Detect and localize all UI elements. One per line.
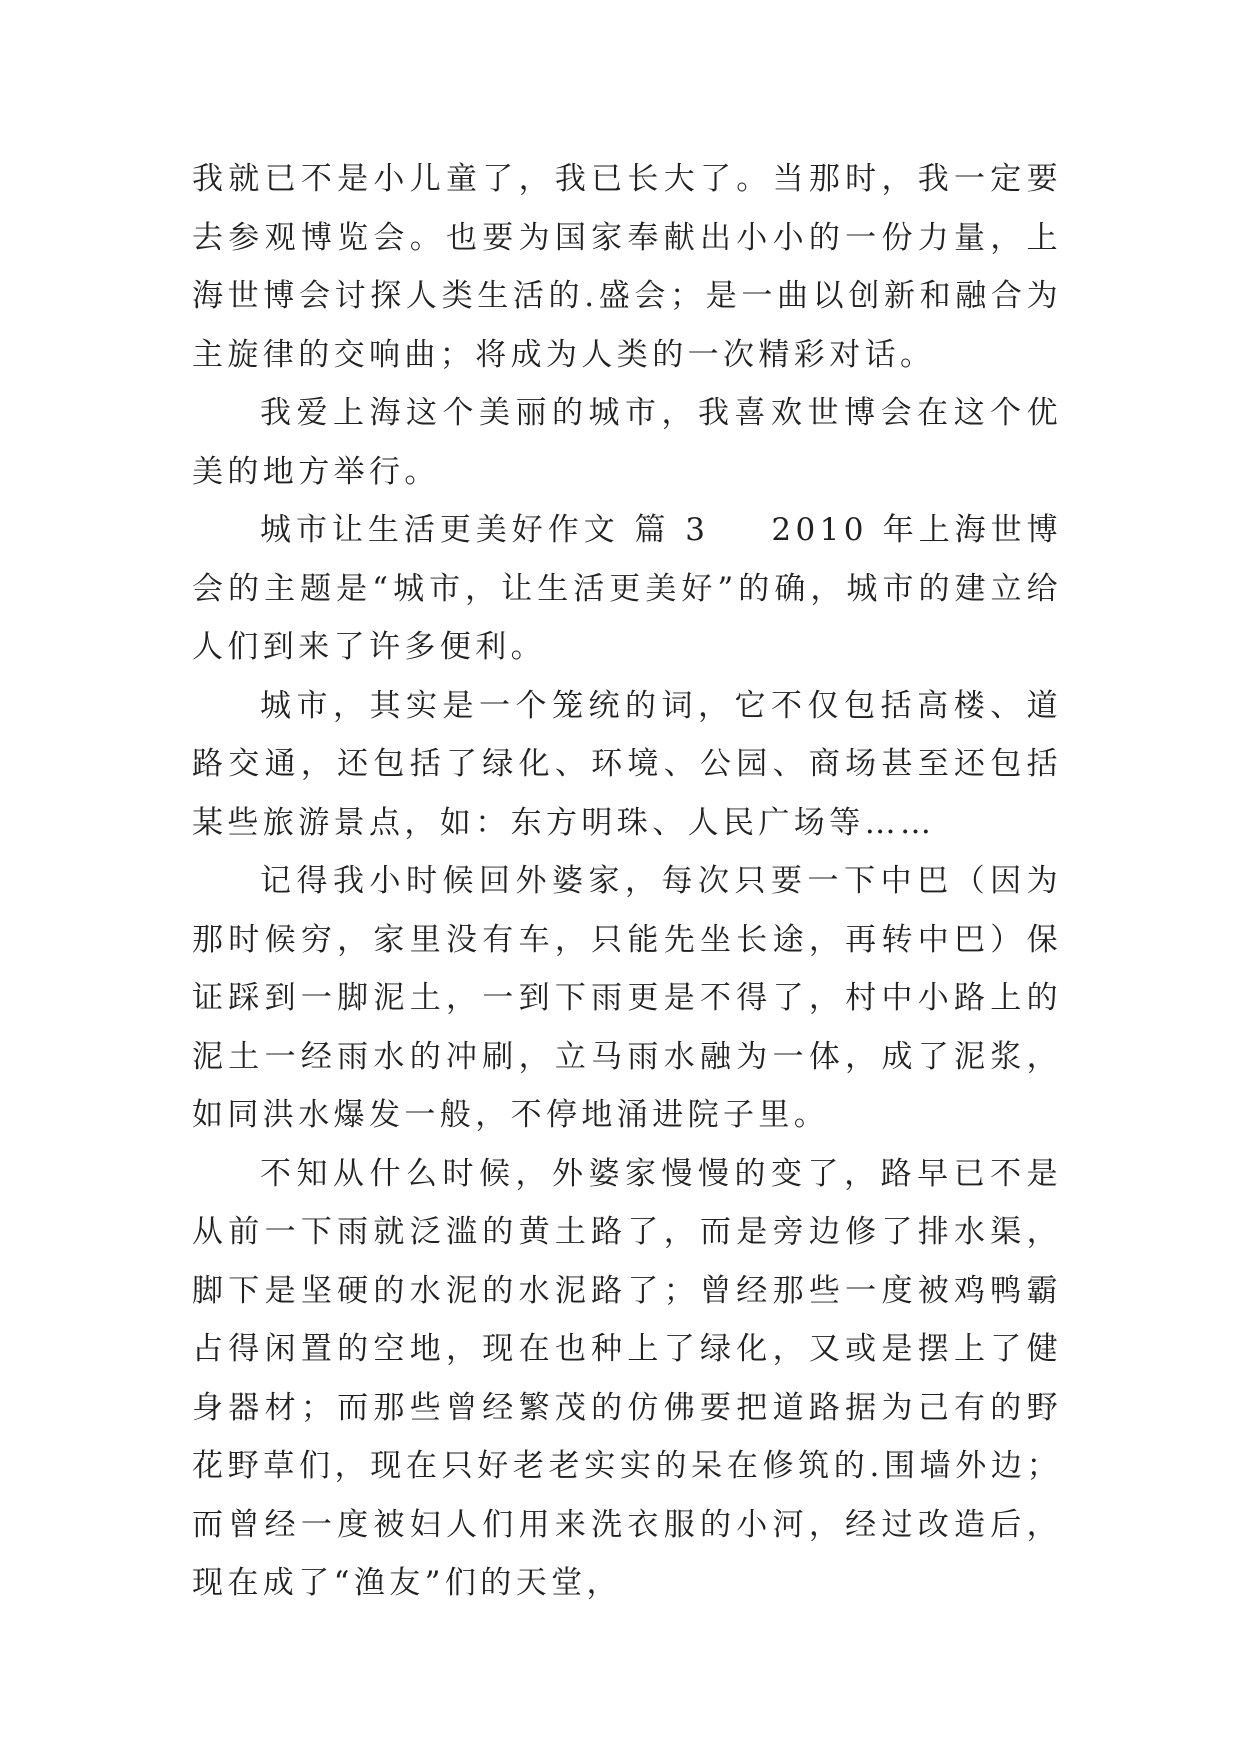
paragraph-6: 不知从什么时候，外婆家慢慢的变了，路早已不是从前一下雨就泛滥的黄土路了，而是旁边修了排水渠，脚下是坚硬的水泥的水泥路了；曾经那些一度被鸡鸭霸占得闲置的空地，现在也种上了绿化，又或是摆上了健身器材；而那些曾经繁茂的仿佛要把道路据为己有的野花野草们，现在只好老老实实的呆在修筑的.围墙外边；而曾经一度被妇人们用来洗衣服的小河，经过改造后，现在成了“渔友”们的天堂， [192, 1155, 1062, 1601]
paragraph-3-text: 2010 年上海世博会的主题是“城市，让生活更美好”的确，城市的建立给人们到来了许多便利。 [192, 512, 1063, 665]
paragraph-1: 我就已不是小儿童了，我已长大了。当那时，我一定要去参观博览会。也要为国家奉献出小小的一份力量，上海世博会讨探人类生活的.盛会；是一曲以创新和融合为主旋律的交响曲；将成为人类的一次精彩对话。 [192, 161, 1062, 373]
paragraph-2: 我爱上海这个美丽的城市，我喜欢世博会在这个优美的地方举行。 [192, 395, 1062, 490]
paragraph-5: 记得我小时候回外婆家，每次只要一下中巴（因为那时候穷，家里没有车，只能先坐长途，再转中巴）保证踩到一脚泥土，一到下雨更是不得了，村中小路上的泥土一经雨水的冲刷，立马雨水融为一体，成了泥浆，如同洪水爆发一般，不停地涌进院子里。 [192, 863, 1062, 1133]
document-body [192, 150, 1062, 1613]
paragraph-4: 城市，其实是一个笼统的词，它不仅包括高楼、道路交通，还包括了绿化、环境、公园、商场甚至还包括某些旅游景点，如：东方明珠、人民广场等…… [192, 687, 1062, 841]
paragraph-3 [192, 501, 1062, 677]
section-heading: 城市让生活更美好作文 篇 3 [260, 512, 710, 548]
